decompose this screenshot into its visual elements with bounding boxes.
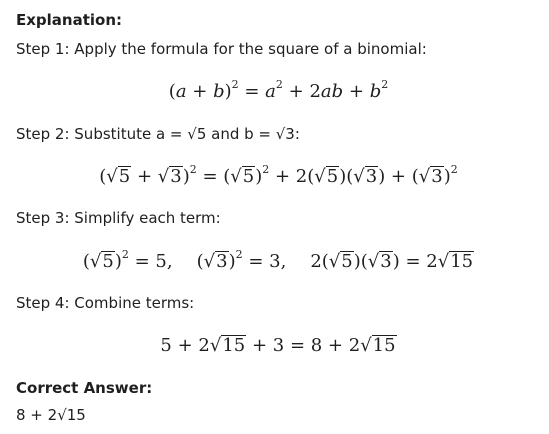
step-2-text: Step 2: Substitute a = √5 and b = √3:: [16, 125, 300, 143]
explanation-content: [16, 0, 541, 434]
explanation-heading: Explanation:: [16, 11, 123, 29]
step-3-text: Step 3: Simplify each term:: [16, 209, 221, 227]
equation-substitution: $(√5 + √3)^2 = (√5)^2 + 2(√5)(√3) + (√3)^2$: [99, 163, 458, 187]
equation-simplify-terms: $(√5)^2 = 5$, $(√3)^2 = 3$, 2(√5)(√3) = 2√15: [82, 248, 474, 272]
correct-answer-label: Correct Answer:: [16, 379, 153, 397]
equation-binomial-square: $(a + b)^2 = a^2 + 2ab + b^2$: [168, 78, 389, 102]
step-4-text: Step 4: Combine terms:: [16, 294, 195, 312]
step-1-text: Step 1: Apply the formula for the square of a binomial:: [16, 40, 427, 58]
equation-combine-terms: 5 + 2√15 + 3 = 8 + 2√15: [160, 335, 396, 356]
correct-answer-value: 8 + 2√15: [16, 406, 86, 424]
